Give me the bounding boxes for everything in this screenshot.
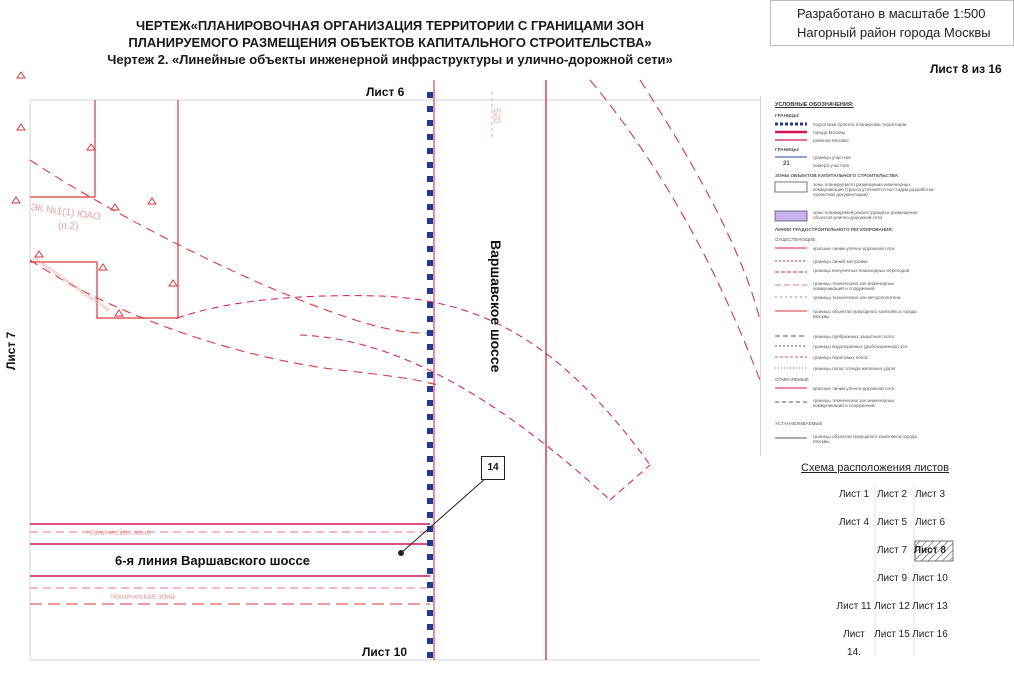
callout-box[interactable]: 14: [481, 456, 505, 480]
code-520-label: 520: [492, 108, 502, 124]
legend-item-plot-num: номера участков: [813, 163, 849, 168]
legend-item-coastal: границы прибрежных защитных полос: [813, 334, 895, 339]
red-line-right-outer: [590, 80, 760, 380]
legend-item-plots: границы участков: [813, 155, 851, 160]
legend-title: УСЛОВНЫЕ ОБОЗНАЧЕНИЯ:: [775, 102, 854, 108]
legend-item-tech-eng: границы технических зон инженерных коммуникаций и сооружений: [813, 281, 895, 291]
district-label: Нагорный район города Москвы: [797, 25, 991, 40]
legend-item-shore: границы береговых полос: [813, 355, 869, 360]
sheet-cell[interactable]: Лист 16: [912, 629, 948, 640]
sheet-cell[interactable]: Лист 7: [876, 545, 908, 556]
adjacent-sheet-top[interactable]: Лист 6: [366, 85, 405, 99]
sheet-cell-empty: [835, 570, 873, 588]
sheet-cell[interactable]: Лист 13: [912, 601, 948, 612]
sheet-cell[interactable]: Лист 6: [914, 517, 946, 528]
scale-info-box: [770, 0, 1014, 46]
metro-zone-label: техническая зона метрополитена: [30, 255, 111, 314]
legend-item-recon-zone: зоны планируемой реконструкции и размещения объектов улично-дорожной сети: [813, 210, 918, 220]
callout-dot: [398, 550, 404, 556]
sheet-scheme-title: Схема расположения листов: [801, 462, 949, 474]
title-line-2: ПЛАНИРУЕМОГО РАЗМЕЩЕНИЯ ОБЪЕКТОВ КАПИТАЛЬНОГО СТРОИТЕЛЬСТВА»: [128, 35, 652, 50]
sheet-cell[interactable]: Лист 14.: [843, 629, 865, 658]
block-sub-label: (п.2): [58, 221, 79, 232]
legend-item-nature-new: границы объектов природного комплекса города Москвы: [813, 434, 917, 444]
legend-item-water: границы водоохранных (рыбоохранных) зон: [813, 344, 908, 349]
callout-leader: [401, 478, 486, 553]
legend-item-rail: границы полос отвода железных дорог: [813, 366, 896, 371]
legend-section-borders: ГРАНИЦЫ:: [775, 113, 800, 118]
road-label-6th-line: 6-я линия Варшавского шоссе: [115, 553, 310, 568]
legend-item-city: города Москвы: [813, 130, 846, 135]
legend-num-21: 21: [783, 161, 790, 167]
legend-item-project: подготовки проекта планировки территории: [813, 122, 907, 127]
red-line-upper-curve: [30, 160, 440, 333]
tech-zone-label-top: техническая зона: [86, 528, 151, 537]
tech-zone-label-bottom: техническая зона: [110, 592, 175, 601]
ramp-curve-lower: [300, 335, 610, 500]
red-line-lower-curve: [30, 260, 440, 385]
sheet-scheme-grid: [835, 486, 949, 658]
legend-symbol-eng-zone: [775, 182, 807, 192]
sheet-cell-current[interactable]: Лист 8: [914, 545, 946, 556]
sheet-cell[interactable]: Лист 5: [876, 517, 908, 528]
legend-item-eng-zone: зоны планируемого размещения инженерных коммуникаций (трасса уточняется на стадии разработки проектной документации): [813, 182, 934, 197]
sheet-cell[interactable]: Лист 1: [838, 489, 870, 500]
red-line-right-inner: [640, 80, 760, 320]
sheet-cell[interactable]: Лист 3: [914, 489, 946, 500]
legend-item-red-cancel: красные линии улично-дорожной сети: [813, 386, 895, 391]
road-label-varshavskoe: Варшавское шоссе: [488, 240, 504, 373]
legend-sub-existing: СУЩЕСТВУЮЩИЕ: [775, 237, 816, 242]
adjacent-sheet-bottom[interactable]: Лист 10: [362, 645, 408, 659]
sheet-cell[interactable]: Лист 9: [876, 573, 908, 584]
sheet-cell-empty: [835, 542, 873, 560]
block-label: ЭК №1(1) ЮАО: [29, 202, 102, 223]
legend-item-tech-metro: границы технических зон метрополитена: [813, 295, 901, 300]
ramp-curve-upper: [177, 296, 650, 465]
sheet-cell[interactable]: Лист 12: [874, 601, 910, 612]
sheet-cell[interactable]: Лист 2: [876, 489, 908, 500]
sheet-cell[interactable]: Лист 11: [836, 601, 872, 612]
title-line-1: ЧЕРТЕЖ«ПЛАНИРОВОЧНАЯ ОРГАНИЗАЦИЯ ТЕРРИТОРИИ С ГРАНИЦАМИ ЗОН: [135, 18, 645, 33]
sheet-number: Лист 8 из 16: [930, 62, 1002, 76]
legend-section-zones: ЗОНЫ ОБЪЕКТОВ КАПИТАЛЬНОГО СТРОИТЕЛЬСТВА:: [775, 173, 900, 178]
legend-section-regulation: ЛИНИИ ГРАДОСТРОИТЕЛЬНОГО РЕГУЛИРОВАНИЯ:: [775, 227, 894, 232]
sheet-cell[interactable]: Лист 15: [874, 629, 910, 640]
legend-sub-cancelled: ОТМЕНЯЕМЫЕ: [775, 377, 809, 382]
legend-section-borders-2: ГРАНИЦЫ:: [775, 147, 800, 152]
legend-symbol-recon-zone: [775, 211, 807, 221]
legend-item-pedestrian: границы внеуличных пешеходных переходов: [813, 268, 910, 273]
legend-item-district: районов Москвы: [813, 138, 849, 143]
legend-item-nature: границы объектов природного комплекса города Москвы: [813, 309, 917, 319]
ramp-curve-end: [610, 465, 650, 500]
legend-item-tech-cancel: границы технических зон инженерных коммуникаций и сооружений: [813, 398, 895, 408]
drawing-subtitle: Чертеж 2. «Линейные объекты инженерной инфраструктуры и улично-дорожной сети»: [107, 52, 673, 67]
sheet-cell[interactable]: Лист 10: [912, 573, 948, 584]
sheet-cell[interactable]: Лист 4: [838, 517, 870, 528]
block-outline-top: [30, 100, 95, 197]
legend-panel: [760, 96, 941, 456]
adjacent-sheet-left[interactable]: Лист 7: [4, 331, 18, 370]
legend-item-building: границы линий застройки: [813, 259, 868, 264]
scale-label: Разработано в масштабе 1:500: [797, 6, 986, 21]
legend-sub-established: УСТАНАВЛИВАЕМЫЕ: [775, 421, 823, 426]
legend-item-red-lines: красные линии улично-дорожной сети: [813, 246, 895, 251]
